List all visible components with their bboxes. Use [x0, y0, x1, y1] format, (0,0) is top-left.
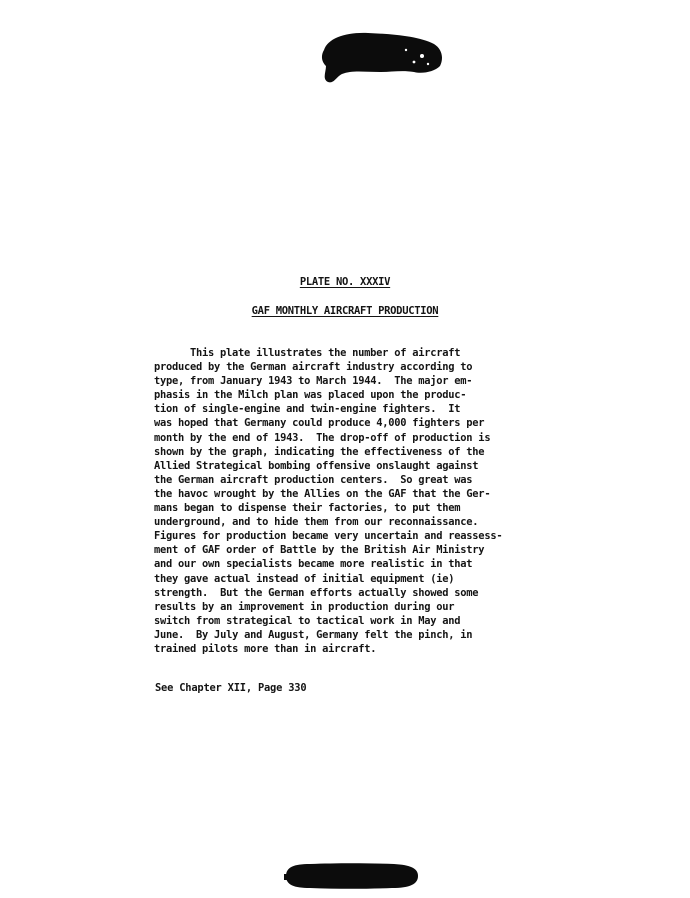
body-line: the German aircraft production centers. So great was [154, 473, 473, 486]
body-line: This plate illustrates the number of aircraft [190, 347, 461, 359]
body-line: June. By July and August, Germany felt the pinch, in [154, 628, 473, 641]
body-paragraph [154, 346, 574, 656]
body-line: phasis in the Milch plan was placed upon the produc- [154, 389, 467, 402]
body-line: and our own specialists became more realistic in that [154, 558, 473, 571]
body-line: underground, and to hide them from our reconnaissance. [154, 516, 479, 529]
body-line: shown by the graph, indicating the effectiveness of the [154, 445, 485, 458]
body-line: type, from January 1943 to March 1944. The major em- [154, 375, 473, 388]
body-line: results by an improvement in production during our [154, 600, 455, 613]
body-line: Allied Strategical bombing offensive onslaught against [154, 459, 479, 472]
chapter-reference: See Chapter XII, Page 330 [155, 682, 307, 694]
plate-number-heading: PLATE NO. XXXIV [299, 276, 391, 288]
body-line: switch from strategical to tactical work in May and [154, 614, 461, 627]
body-line: mans began to dispense their factories, to put them [154, 502, 461, 515]
redaction-blot-top [318, 28, 446, 86]
body-line: tion of single-engine and twin-engine fighters. It [154, 403, 461, 416]
body-line: trained pilots more than in aircraft. [154, 642, 377, 655]
body-line: ment of GAF order of Battle by the British Air Ministry [154, 544, 485, 557]
body-line: they gave actual instead of initial equipment (ie) [154, 572, 455, 585]
subtitle-heading: GAF MONTHLY AIRCRAFT PRODUCTION [251, 305, 439, 317]
redaction-blot-bottom [282, 858, 422, 894]
body-line: was hoped that Germany could produce 4,000 fighters per [154, 417, 485, 430]
body-line: the havoc wrought by the Allies on the GAF that the Ger- [154, 487, 491, 500]
body-line: strength. But the German efforts actually showed some [154, 586, 479, 599]
body-line: Figures for production became very uncertain and reassess- [154, 530, 503, 543]
body-line: produced by the German aircraft industry according to [154, 361, 473, 374]
body-line: month by the end of 1943. The drop-off of production is [154, 431, 491, 444]
